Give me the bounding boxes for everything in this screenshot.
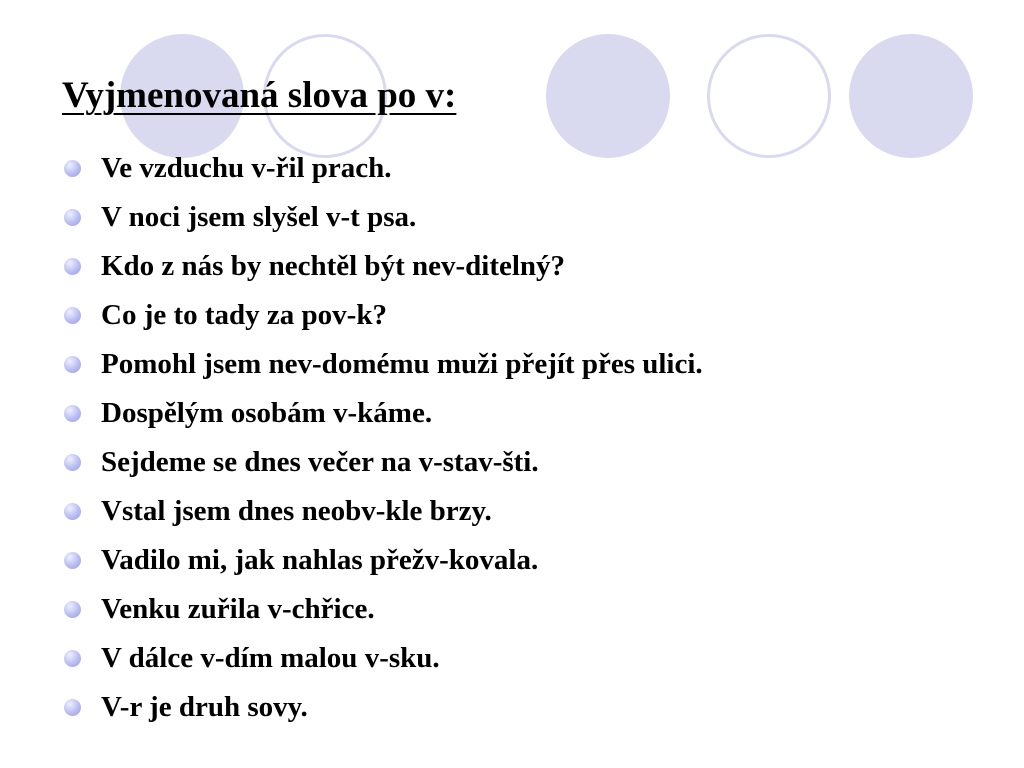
bullet-icon <box>64 552 81 569</box>
list-item-text: V noci jsem slyšel v-t psa. <box>101 201 417 233</box>
bullet-icon <box>64 601 81 618</box>
list-item-text: Kdo z nás by nechtěl být nev-ditelný? <box>101 250 566 282</box>
bullet-icon <box>64 454 81 471</box>
list-item-text: Venku zuřila v-chřice. <box>101 593 375 625</box>
bullet-icon <box>64 699 81 716</box>
list-item-text: Vstal jsem dnes neobv-kle brzy. <box>101 495 492 527</box>
bullet-icon <box>64 258 81 275</box>
list-item-text: V-r je druh sovy. <box>101 691 308 723</box>
bullet-icon <box>64 356 81 373</box>
bullet-icon <box>64 307 81 324</box>
list-item-text: Sejdeme se dnes večer na v-stav-šti. <box>101 446 539 478</box>
list-item <box>64 291 703 340</box>
list-item <box>64 536 703 585</box>
bullet-icon <box>64 209 81 226</box>
list-item <box>64 193 703 242</box>
bullet-icon <box>64 160 81 177</box>
bullet-list <box>64 144 703 732</box>
list-item <box>64 487 703 536</box>
bullet-icon <box>64 405 81 422</box>
decorative-circle <box>849 34 973 158</box>
list-item-text: Ve vzduchu v-řil prach. <box>101 152 392 184</box>
list-item-text: V dálce v-dím malou v-sku. <box>101 642 440 674</box>
list-item-text: Vadilo mi, jak nahlas přežv-kovala. <box>101 544 539 576</box>
list-item <box>64 242 703 291</box>
decorative-circle <box>707 34 831 158</box>
list-item <box>64 438 703 487</box>
bullet-icon <box>64 650 81 667</box>
list-item <box>64 340 703 389</box>
list-item-text: Dospělým osobám v-káme. <box>101 397 433 429</box>
bullet-icon <box>64 503 81 520</box>
list-item <box>64 683 703 732</box>
list-item <box>64 144 703 193</box>
list-item <box>64 634 703 683</box>
list-item <box>64 389 703 438</box>
list-item-text: Pomohl jsem nev-domému muži přejít přes ulici. <box>101 348 703 380</box>
list-item-text: Co je to tady za pov-k? <box>101 299 387 331</box>
slide-title: Vyjmenovaná slova po v: <box>62 75 457 116</box>
decorative-circle <box>546 34 670 158</box>
list-item <box>64 585 703 634</box>
